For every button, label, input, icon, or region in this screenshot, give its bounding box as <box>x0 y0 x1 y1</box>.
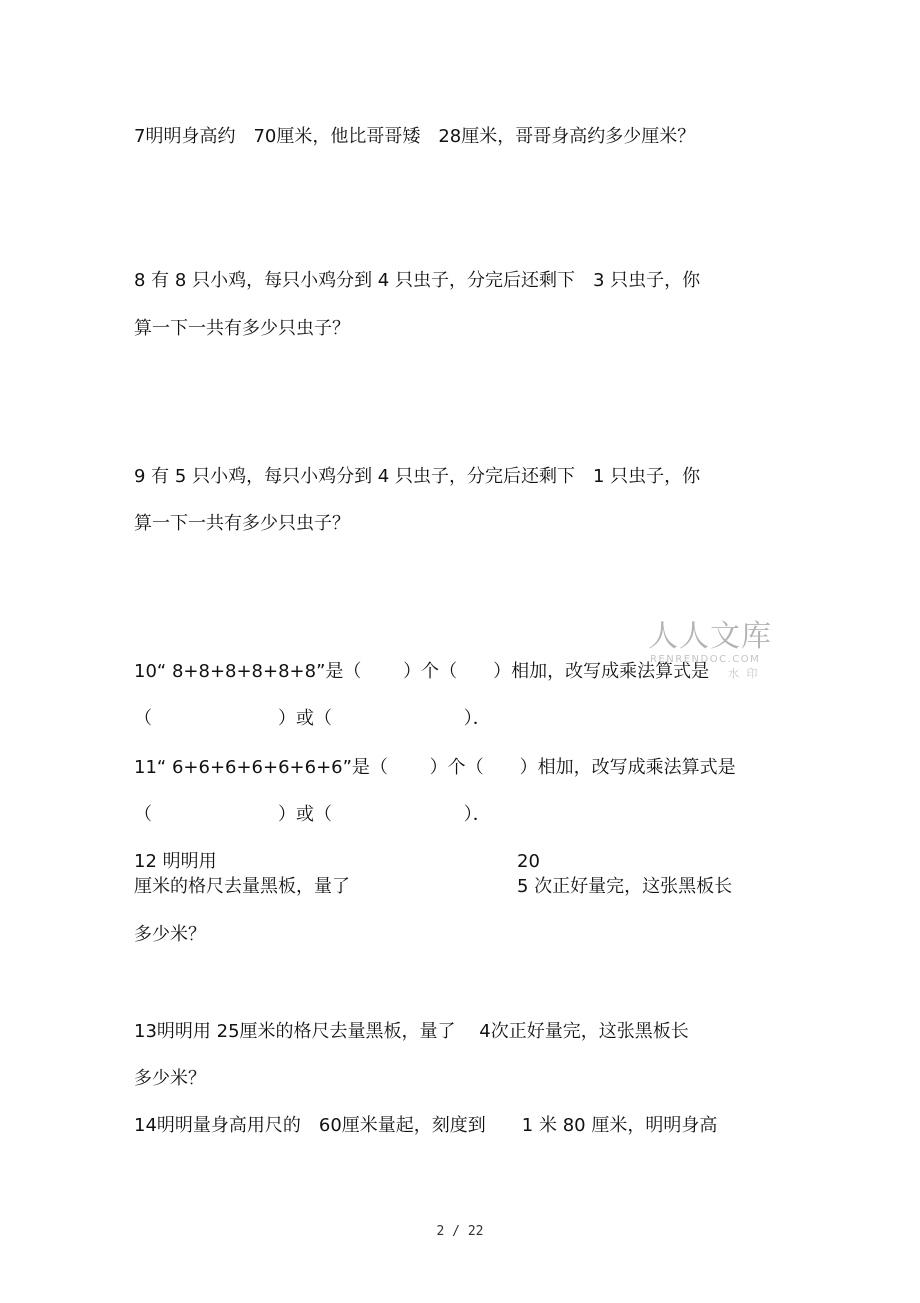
watermark-logo <box>646 620 772 682</box>
watermark-tag: 水 印 <box>728 667 760 680</box>
question-11-line-2: （ ）或（ ）． <box>134 804 491 825</box>
question-12-line-3: 多少米？ <box>134 924 206 945</box>
question-9-line-2: 算一下一共有多少只虫子？ <box>134 513 350 534</box>
question-10-line-2: （ ）或（ ）． <box>134 708 491 729</box>
page-number: 2 / 22 <box>436 1224 484 1239</box>
watermark-domain: RENRENDOC.COM <box>650 654 761 665</box>
question-13-line-2: 多少米？ <box>134 1068 206 1089</box>
question-12-value: 20 <box>517 851 540 872</box>
question-12-number: 12 明明用 <box>134 851 217 872</box>
question-8-line-1: 8 有 8 只小鸡，每只小鸡分到 4 只虫子，分完后还剩下 3 只虫子，你 <box>134 270 701 291</box>
question-14-line-1: 14明明量身高用尺的 60厘米量起，刻度到 1 米 80 厘米，明明身高 <box>134 1115 718 1136</box>
watermark-title: 人人文库 <box>648 619 772 654</box>
question-13-line-1: 13明明用 25厘米的格尺去量黑板，量了 4次正好量完，这张黑板长 <box>134 1021 689 1042</box>
question-12-text-left: 厘米的格尺去量黑板，量了 <box>134 876 350 897</box>
question-8-line-2: 算一下一共有多少只虫子？ <box>134 318 350 339</box>
question-11-line-1: 11“ 6+6+6+6+6+6+6”是（ ）个（ ）相加，改写成乘法算式是 <box>134 757 736 778</box>
question-9-line-1: 9 有 5 只小鸡，每只小鸡分到 4 只虫子，分完后还剩下 1 只虫子，你 <box>134 466 701 487</box>
question-10-line-1: 10“ 8+8+8+8+8+8”是（ ）个（ ）相加，改写成乘法算式是 <box>134 661 710 682</box>
question-7: 7明明身高约 70厘米，他比哥哥矮 28厘米，哥哥身高约多少厘米？ <box>134 126 696 147</box>
question-12-text-right: 5 次正好量完，这张黑板长 <box>517 876 733 897</box>
